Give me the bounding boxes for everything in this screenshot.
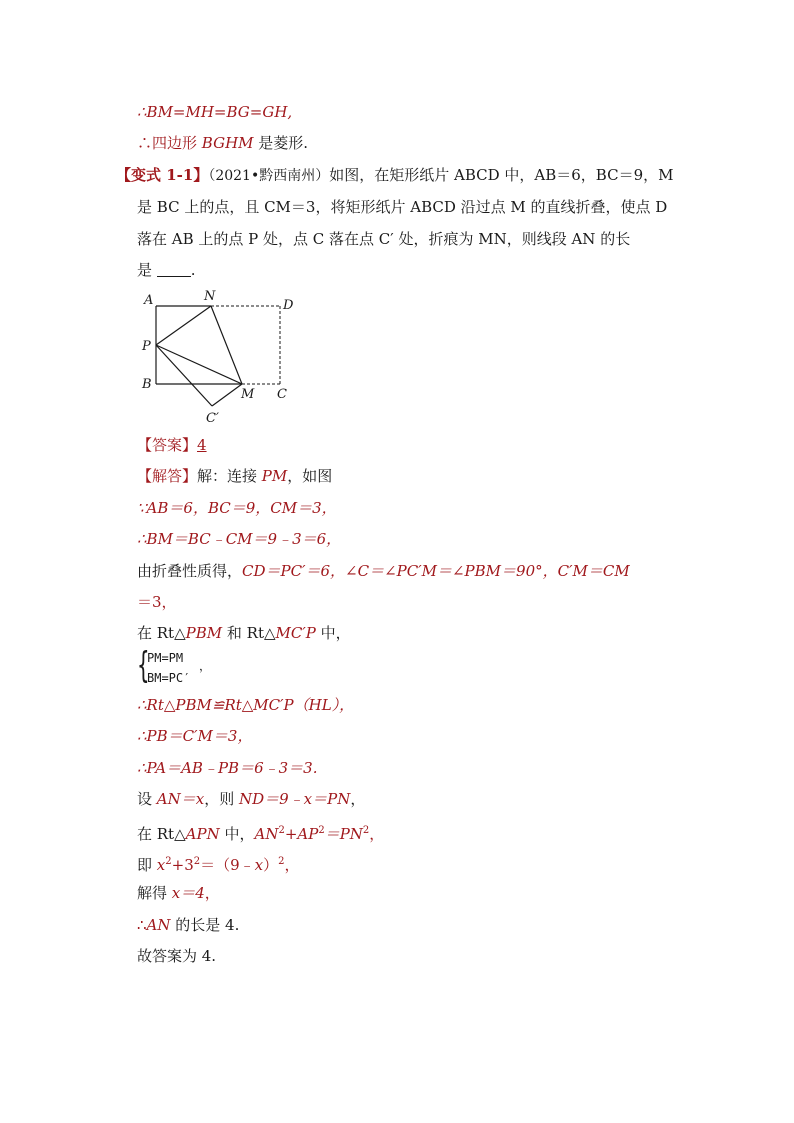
text-span: 解：连接 (197, 467, 262, 485)
label-D: D (283, 298, 294, 313)
text-span: ∴ (137, 916, 147, 934)
answer-label: 【答案】 (137, 436, 198, 454)
text-span: 在 Rt△ (137, 825, 186, 843)
solution-step-9 (137, 821, 384, 844)
solution-step-12 (137, 915, 239, 935)
superscript: 2 (318, 825, 325, 836)
problem-line-2: 是 BC 上的点，且 CM＝3，将矩形纸片 ABCD 沿过点 M 的直线折叠，使点 D (137, 198, 668, 216)
text-span: 设 (137, 790, 157, 808)
text-span: ， (350, 790, 366, 808)
problem-line-1 (116, 165, 673, 186)
problem-line-3: 落在 AB 上的点 P 处，点 C 落在点 C′ 处，折痕为 MN，则线段 AN 的长 (137, 230, 631, 248)
text-span: 的长是 4. (170, 916, 240, 934)
segment-PN (156, 306, 211, 345)
superscript: 2 (165, 856, 172, 867)
solution-step-11 (137, 883, 220, 903)
text-span: ， (284, 856, 300, 874)
solution-step-8 (137, 789, 365, 809)
solution-final: 故答案为 4. (137, 947, 217, 965)
text-span: APN (185, 825, 220, 843)
text-span: 是菱形. (253, 134, 309, 152)
answer-line (137, 435, 207, 455)
equation-system (137, 645, 257, 688)
solution-step-3-cont: ＝3， (137, 593, 177, 611)
problem-line-4 (137, 260, 196, 280)
system-row-2: BM=PC′ (147, 671, 191, 685)
solution-step-2: ∴BM＝BC﹣CM＝9﹣3＝6， (137, 530, 342, 548)
solution-step-1: ∵AB＝6，BC＝9，CM＝3， (137, 499, 337, 517)
text-span: 由折叠性质得， (137, 562, 243, 580)
superscript: 2 (278, 825, 285, 836)
problem-source: （2021•黔西南州） (208, 168, 330, 184)
answer-value: 4 (197, 436, 207, 454)
text-span: ） (263, 856, 279, 874)
problem-text: . (190, 261, 196, 279)
text-span: 即 (137, 856, 157, 874)
label-C-prime: C′ (206, 411, 219, 426)
text-span: CD＝PC′＝6，∠C＝∠PC′M＝∠PBM＝90°，C′M＝CM (242, 562, 630, 580)
text-span: PBM (185, 624, 223, 642)
solution-step-10 (137, 852, 300, 875)
label-C: C (277, 387, 287, 402)
superscript: 2 (362, 825, 370, 836)
solution-label: 【解答】 (137, 467, 198, 485)
label-A: A (144, 293, 154, 308)
text-span: ＝PN (324, 825, 363, 843)
text-span: +3 (171, 856, 194, 874)
text-span: BGHM (201, 134, 254, 152)
solution-step-3 (137, 561, 630, 581)
text-span: 在 Rt△ (137, 624, 186, 642)
solution-step-6: ∴PB＝C′M＝3， (137, 727, 253, 745)
text-span: ND＝9﹣x＝PN (238, 790, 351, 808)
text-span: x (156, 856, 166, 874)
segment-PCprime (156, 345, 212, 406)
solution-intro (137, 466, 332, 486)
answer-blank (157, 262, 191, 277)
problem-text: 如图，在矩形纸片 ABCD 中，AB＝6，BC＝9，M (329, 166, 674, 184)
text-span: ＝（9﹣ (200, 856, 255, 874)
label-N: N (204, 289, 216, 304)
segment-CprimeM (212, 384, 242, 406)
superscript: 2 (193, 856, 201, 867)
text-span: ，则 (204, 790, 239, 808)
text-span: MC′P (275, 624, 316, 642)
text-line-rhombus-eq: ∴BM=MH=BG=GH, (137, 103, 293, 121)
text-span: AN＝x (156, 790, 205, 808)
text-span: ， (204, 884, 220, 902)
text-span: ，如图 (287, 467, 333, 485)
label-M: M (241, 387, 255, 402)
text-span: AN (254, 825, 279, 843)
text-span: ， (369, 825, 385, 843)
text-span: x (254, 856, 264, 874)
label-P: P (142, 339, 151, 354)
system-brace: { (137, 645, 150, 686)
text-span: ∴四边形 (137, 134, 202, 152)
geometry-figure (140, 288, 320, 428)
solution-step-4 (137, 623, 351, 643)
solution-step-5: ∴Rt△PBM≌Rt△MC′P（HL）， (137, 696, 355, 714)
text-span: AN (146, 916, 171, 934)
text-span: 中， (315, 624, 351, 642)
text-span: x＝4 (171, 884, 205, 902)
text-span: +AP (284, 825, 319, 843)
system-row-1: PM=PM (147, 651, 184, 665)
system-comma: ， (199, 659, 212, 673)
superscript: 2 (278, 856, 285, 867)
label-B: B (142, 377, 152, 392)
text-span: 解得 (137, 884, 172, 902)
solution-step-7: ∴PA＝AB﹣PB＝6﹣3＝3. (137, 759, 318, 777)
text-span: 中， (219, 825, 255, 843)
text-span: 和 Rt△ (222, 624, 276, 642)
problem-tag: 【变式 1-1】 (116, 166, 209, 184)
text-line-rhombus-conclusion (137, 133, 308, 153)
problem-text: 是 (137, 261, 153, 279)
text-span: PM (261, 467, 288, 485)
